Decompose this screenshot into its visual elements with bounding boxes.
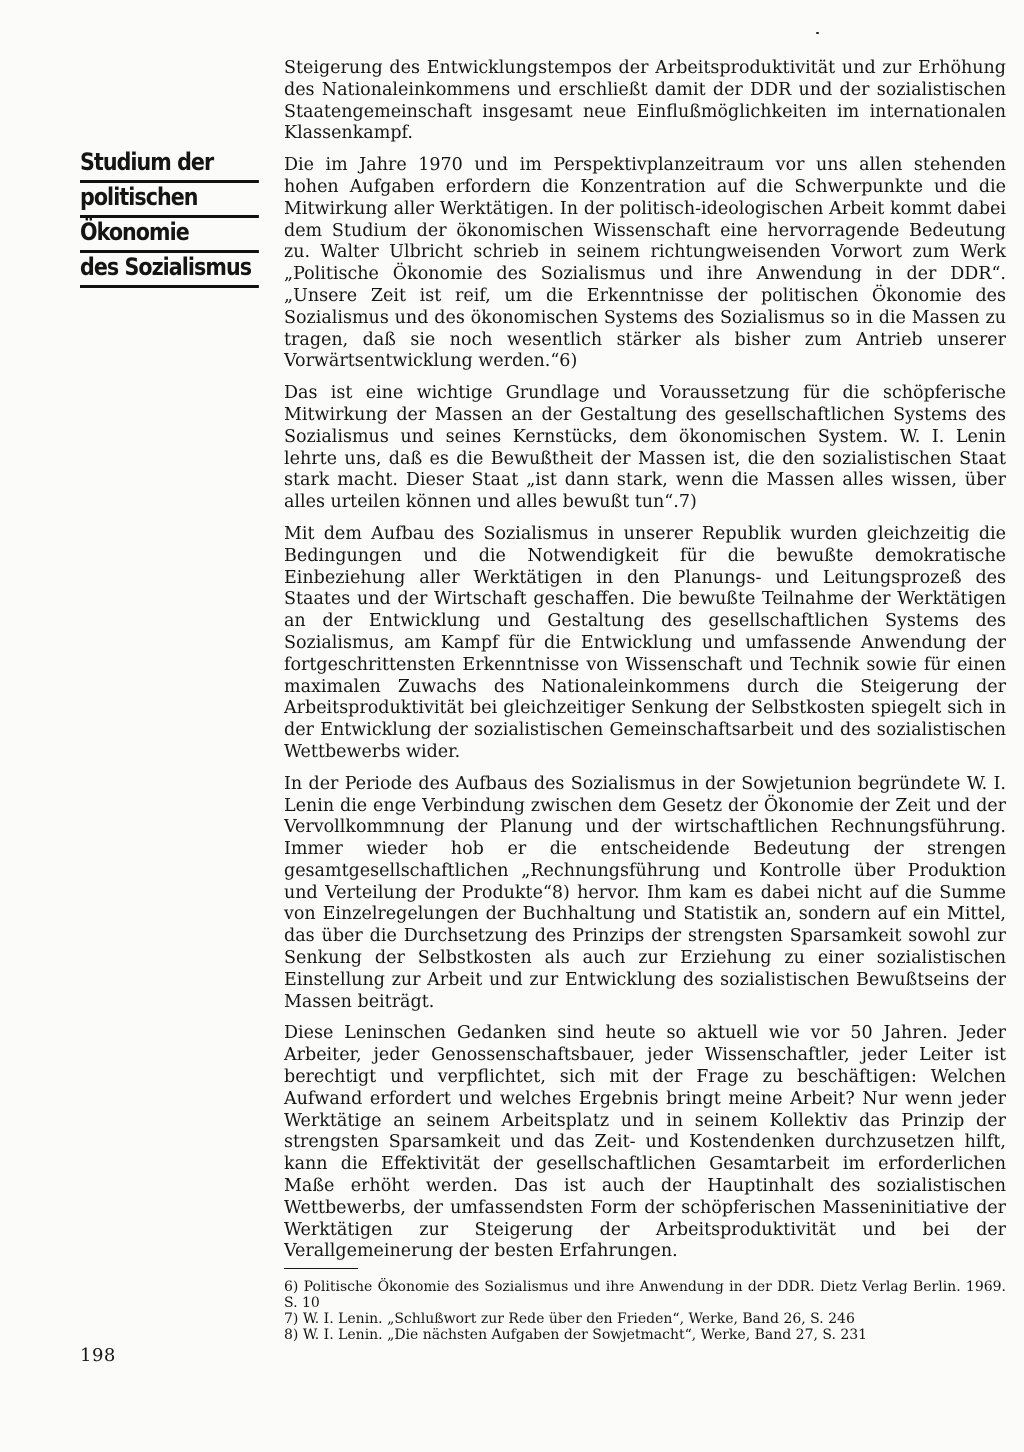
- paragraph-2: Die im Jahre 1970 und im Perspektivplanzeitraum vor uns allen stehenden hohen Aufgaben erfordern die Konzentration auf die Schwerpunkte und die Mitwirkung aller Werktätigen. In der politisch-ideologischen Arbeit kommt dabei dem Studium der ökonomischen Wissenschaft eine hervorragende Bedeutung zu. Walter Ulbricht schrieb in seinem richtungweisenden Vorwort zum Werk „Politische Ökonomie des Sozialismus und ihre Anwendung in der DDR“. „Unsere Zeit ist reif, um die Erkenntnisse der politischen Ökonomie des Sozialismus und des ökonomischen Systems des Sozialismus so in die Massen zu tragen, daß sie noch wesentlich stärker als bisher zum Antrieb unserer Vorwärtsentwicklung werden.“6): [284, 155, 1006, 372]
- footnote-8: 8) W. I. Lenin. „Die nächsten Aufgaben der Sowjetmacht“, Werke, Band 27, S. 231: [284, 1327, 868, 1343]
- print-speck: [816, 32, 819, 34]
- paragraph-6: Diese Leninschen Gedanken sind heute so aktuell wie vor 50 Jahren. Jeder Arbeiter, jeder Genossenschaftsbauer, jeder Wissenschaftler, jeder Leiter ist berechtigt und verpflichtet, sich mit der Frage zu beschäftigen: Welchen Aufwand erfordert und welches Ergebnis bringt meine Arbeit? Nur wenn jeder Werktätige an seinem Arbeitsplatz und in seinem Kollektiv das Prinzip der strengsten Sparsamkeit und das Zeit- und Kostendenken durchzusetzen hilft, kann die Effektivität der gesellschaftlichen Gesamtarbeit im erforderlichen Maße erhöht werden. Das ist auch der Hauptinhalt des sozialistischen Wettbewerbs, der umfassendsten Form der schöpferischen Masseninitiative der Werktätigen zur Steigerung der Arbeitsproduktivität und bei der Verallgemeinerung der besten Erfahrungen.: [284, 1023, 1006, 1262]
- paragraph-5: In der Periode des Aufbaus des Sozialismus in der Sowjetunion begründete W. I. Lenin die enge Verbindung zwischen dem Gesetz der Ökonomie der Zeit und der Vervollkommnung der Planung und der wirtschaftlichen Rechnungsführung. Immer wieder hob er die entscheidende Bedeutung der strengen gesamtgesellschaftlichen „Rechnungsführung und Kontrolle über Produktion und Verteilung der Produkte“8) hervor. Ihm kam es dabei nicht auf die Summe von Einzelregelungen der Buchhaltung und Statistik an, sondern auf ein Mittel, das über die Durchsetzung des Prinzips der strengsten Sparsamkeit sowohl zur Senkung der Selbstkosten als auch zur Erziehung zu einer sozialistischen Einstellung zur Arbeit und zur Entwicklung des sozialistischen Bewußtseins der Massen beiträgt.: [284, 773, 1006, 1012]
- footnote-rule: [284, 1268, 358, 1269]
- margin-heading-line-1: Studium der: [80, 148, 259, 183]
- margin-heading-line-3: Ökonomie: [80, 218, 259, 253]
- margin-heading-line-4: des Sozialismus: [80, 253, 259, 288]
- paragraph-4: Mit dem Aufbau des Sozialismus in unserer Republik wurden gleichzeitig die Bedingungen und die Notwendigkeit für die bewußte demokratische Einbeziehung aller Werktätigen in den Planungs- und Leitungsprozeß des Staates und der Wirtschaft geschaffen. Die bewußte Teilnahme der Werktätigen an der Entwicklung und Gestaltung des gesellschaftlichen Systems des Sozialismus, am Kampf für die Entwicklung und umfassende Anwendung der fortgeschrittensten Erkenntnisse von Wissenschaft und Technik sowie für einen maximalen Zuwachs des Nationaleinkommens durch die Steigerung der Arbeitsproduktivität bei gleichzeitiger Senkung der Selbstkosten spiegelt sich in der Entwicklung der sozialistischen Gemeinschaftsarbeit und des sozialistischen Wettbewerbs wider.: [284, 523, 1006, 762]
- body-text: [284, 58, 1006, 1273]
- page-number: 198: [80, 1345, 116, 1366]
- paragraph-3: Das ist eine wichtige Grundlage und Voraussetzung für die schöpferische Mitwirkung der Massen an der Gestaltung des gesellschaftlichen Systems des Sozialismus und seines Kernstücks, dem ökonomischen System. W. I. Lenin lehrte uns, daß es die Bewußtheit der Massen ist, die den sozialistischen Staat stark macht. Dieser Staat „ist dann stark, wenn die Massen alles wissen, über alles urteilen können und alles bewußt tun“.7): [284, 383, 1006, 513]
- margin-heading-line-2: politischen: [80, 183, 259, 218]
- footnotes: [284, 1268, 1006, 1343]
- paragraph-1: Steigerung des Entwicklungstempos der Arbeitsproduktivität und zur Erhöhung des Nationaleinkommens und erschließt damit der DDR und der sozialistischen Staatengemeinschaft insgesamt neue Einflußmöglichkeiten im internationalen Klassenkampf.: [284, 58, 1006, 144]
- footnote-7: 7) W. I. Lenin. „Schlußwort zur Rede über den Frieden“, Werke, Band 26, S. 246: [284, 1311, 855, 1327]
- footnote-6: 6) Politische Ökonomie des Sozialismus und ihre Anwendung in der DDR. Dietz Verlag Berlin. 1969. S. 10: [284, 1279, 1006, 1311]
- margin-heading: [80, 148, 262, 288]
